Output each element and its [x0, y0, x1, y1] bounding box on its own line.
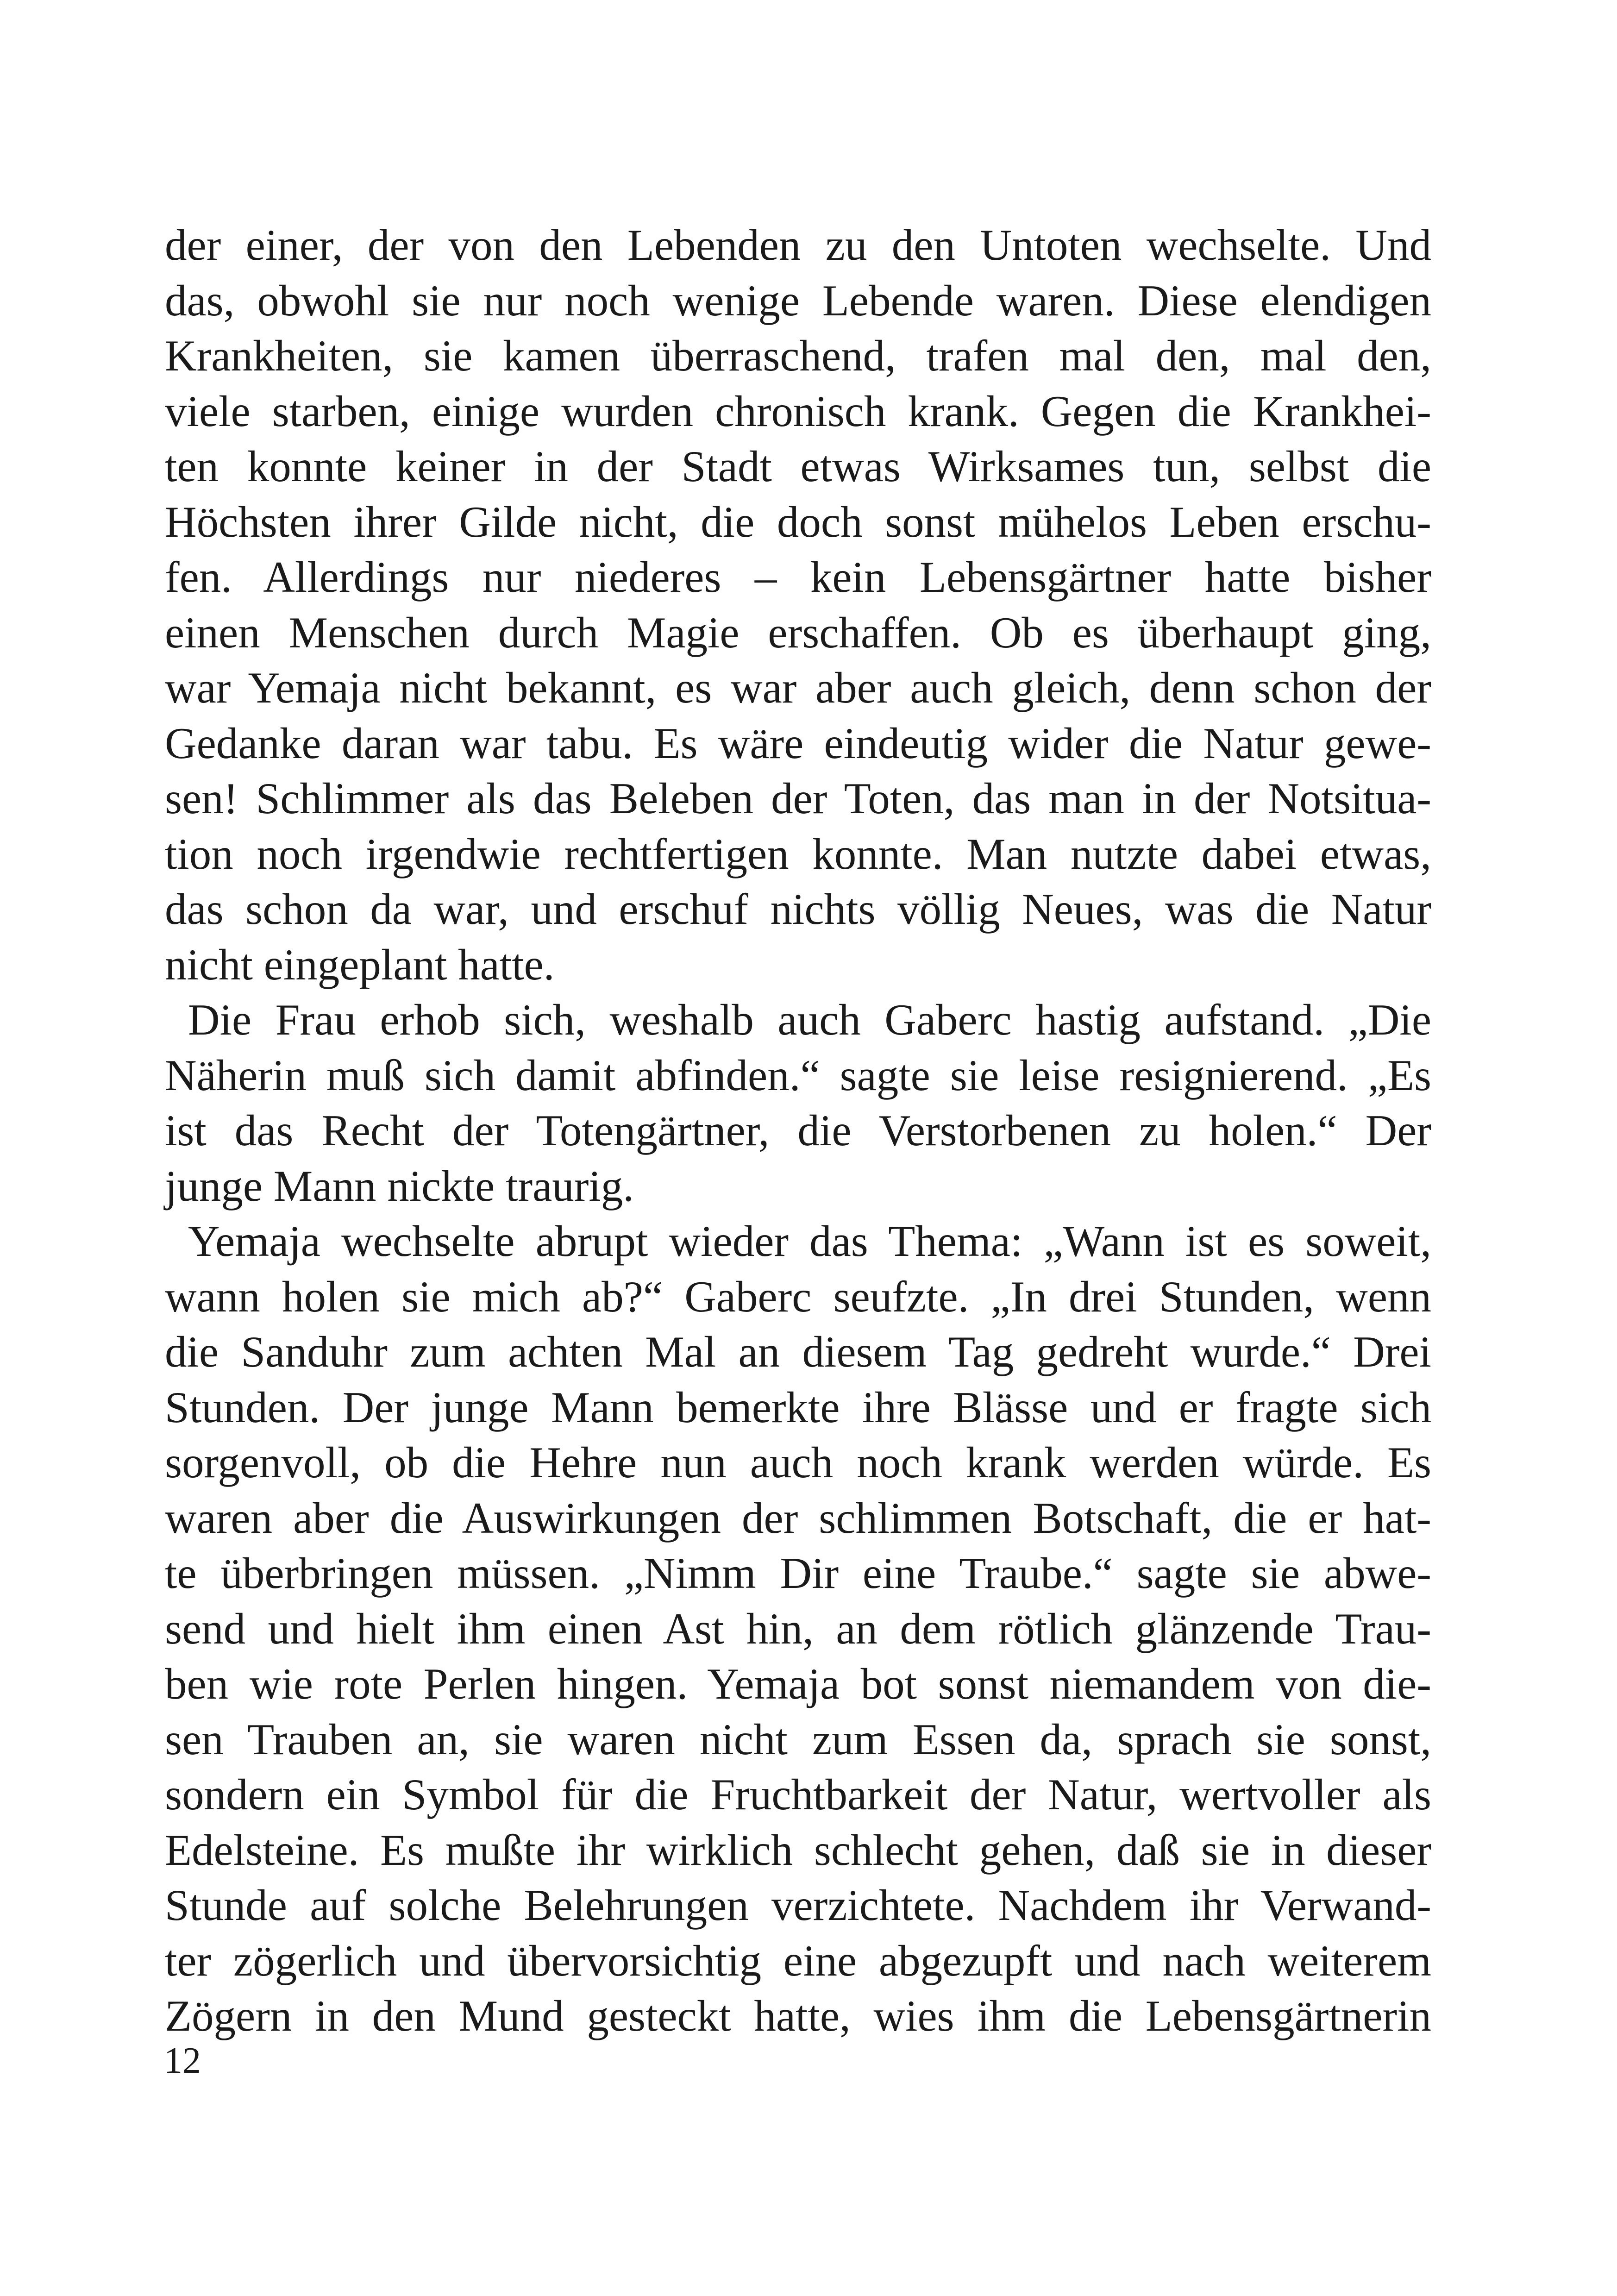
body-text [165, 218, 1431, 2044]
text-line: sondern ein Symbol für die Fruchtbarkeit der Natur, wertvoller als [165, 1770, 1431, 1819]
text-line: war Yemaja nicht bekannt, es war aber auch gleich, denn schon der [165, 663, 1431, 712]
text-line: send und hielt ihm einen Ast hin, an dem rötlich glänzende Trau- [165, 1604, 1431, 1653]
text-line: ter zögerlich und übervorsichtig eine abgezupft und nach weiterem [165, 1936, 1431, 1985]
text-line: sen Trauben an, sie waren nicht zum Essen da, sprach sie sonst, [165, 1714, 1431, 1764]
text-line: ben wie rote Perlen hingen. Yemaja bot sonst niemandem von die- [165, 1659, 1431, 1708]
text-line: sen! Schlimmer als das Beleben der Toten, das man in der Notsitua- [165, 774, 1431, 823]
text-line: sorgenvoll, ob die Hehre nun auch noch krank werden würde. Es [165, 1438, 1431, 1487]
text-line: Yemaja wechselte abrupt wieder das Thema: „Wann ist es soweit, [188, 1217, 1431, 1266]
text-line: tion noch irgendwie rechtfertigen konnte. Man nutzte dabei etwas, [165, 829, 1431, 878]
text-line: waren aber die Auswirkungen der schlimmen Botschaft, die er hat- [165, 1493, 1431, 1543]
text-line: Stunden. Der junge Mann bemerkte ihre Blässe und er fragte sich [165, 1382, 1431, 1432]
text-line: te überbringen müssen. „Nimm Dir eine Traube.“ sagte sie abwe- [165, 1549, 1431, 1598]
page-number: 12 [164, 2040, 201, 2081]
text-line: ist das Recht der Totengärtner, die Verstorbenen zu holen.“ Der [165, 1106, 1431, 1155]
text-line: junge Mann nickte traurig. [165, 1161, 634, 1211]
text-line: Stunde auf solche Belehrungen verzichtete. Nachdem ihr Verwand- [165, 1881, 1431, 1930]
text-line: Krankheiten, sie kamen überraschend, trafen mal den, mal den, [165, 331, 1431, 380]
text-line: der einer, der von den Lebenden zu den Untoten wechselte. Und [165, 220, 1431, 270]
text-line: einen Menschen durch Magie erschaffen. Ob es überhaupt ging, [165, 608, 1431, 657]
text-line: Edelsteine. Es mußte ihr wirklich schlecht gehen, daß sie in dieser [165, 1825, 1431, 1875]
text-line: Zögern in den Mund gesteckt hatte, wies ihm die Lebensgärtnerin [165, 1991, 1431, 2040]
text-line: nicht eingeplant hatte. [165, 940, 555, 989]
text-line: das, obwohl sie nur noch wenige Lebende waren. Diese elendigen [165, 276, 1431, 325]
text-line: fen. Allerdings nur niederes – kein Lebensgärtner hatte bisher [165, 552, 1431, 602]
text-line: Höchsten ihrer Gilde nicht, die doch sonst mühelos Leben erschu- [165, 497, 1431, 546]
text-line: ten konnte keiner in der Stadt etwas Wirksames tun, selbst die [165, 442, 1431, 491]
text-line: viele starben, einige wurden chronisch krank. Gegen die Krankhei- [165, 386, 1431, 436]
text-line: die Sanduhr zum achten Mal an diesem Tag gedreht wurde.“ Drei [165, 1327, 1431, 1376]
text-line: wann holen sie mich ab?“ Gaberc seufzte. „In drei Stunden, wenn [165, 1272, 1431, 1321]
text-line: Die Frau erhob sich, weshalb auch Gaberc hastig aufstand. „Die [188, 995, 1431, 1044]
text-line: Gedanke daran war tabu. Es wäre eindeutig wider die Natur gewe- [165, 718, 1431, 768]
text-line: Näherin muß sich damit abfinden.“ sagte sie leise resignierend. „Es [165, 1050, 1431, 1100]
text-line: das schon da war, und erschuf nichts völlig Neues, was die Natur [165, 885, 1431, 934]
